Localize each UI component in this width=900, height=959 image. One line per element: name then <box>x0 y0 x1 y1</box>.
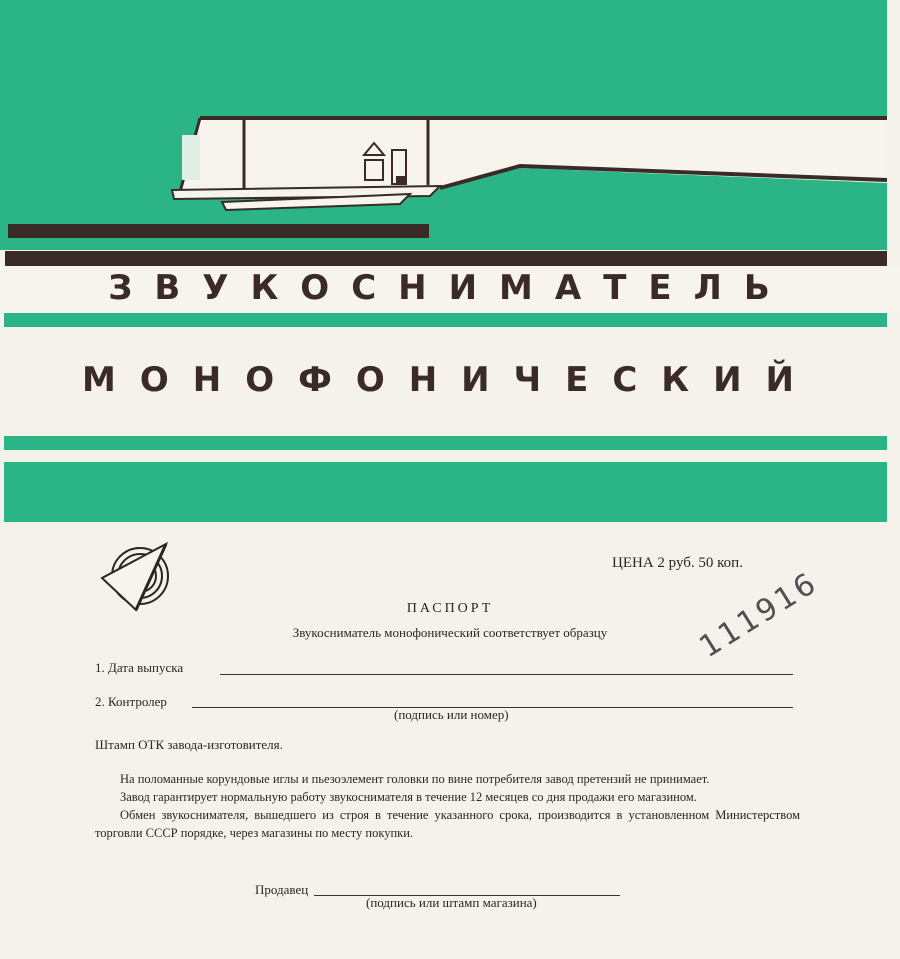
seller-label: Продавец <box>255 882 309 897</box>
passport-title: ПАСПОРТ <box>406 601 494 616</box>
green-stripe-1 <box>4 313 887 327</box>
terms-paragraph-2: Завод гарантирует нормальную работу звукоснимателя в течение 12 месяцев со дня продажи его магазином. <box>120 790 697 804</box>
dark-bar-short <box>8 224 429 238</box>
release-date-label: 1. Дата выпуска <box>95 660 184 675</box>
dark-bar-long <box>5 251 887 266</box>
terms-paragraph-3: Обмен звукоснимателя, вышедшего из строя в течение указанного срока, производится в установленном Министерством торговли СССР порядке, через магазины по месту покупки. <box>95 808 800 840</box>
product-title-line1: ЗВУКОСНИМАТЕЛЬ <box>108 268 792 308</box>
serial-stamp: 111916 <box>693 565 825 665</box>
green-stripe-3 <box>4 462 887 522</box>
release-date-line <box>220 674 793 675</box>
terms-paragraph-1: На поломанные корундовые иглы и пьезоэлемент головки по вине потребителя завод претензий не принимает. <box>120 772 710 786</box>
price-label: ЦЕНА 2 руб. 50 коп. <box>612 555 743 571</box>
green-stripe-2 <box>4 436 887 450</box>
tonearm-illustration-icon <box>0 0 900 250</box>
signature-or-number-hint: (подпись или номер) <box>394 707 509 722</box>
seller-signature-hint: (подпись или штамп магазина) <box>366 895 537 910</box>
conformity-statement: Звукосниматель монофонический соответствует образцу <box>292 625 608 640</box>
product-title-line2: МОНОФОНИЧЕСКИЙ <box>82 360 818 400</box>
terms-text <box>95 770 800 842</box>
controller-label: 2. Контролер <box>95 694 167 709</box>
otk-stamp-label: Штамп ОТК завода-изготовителя. <box>95 737 283 752</box>
